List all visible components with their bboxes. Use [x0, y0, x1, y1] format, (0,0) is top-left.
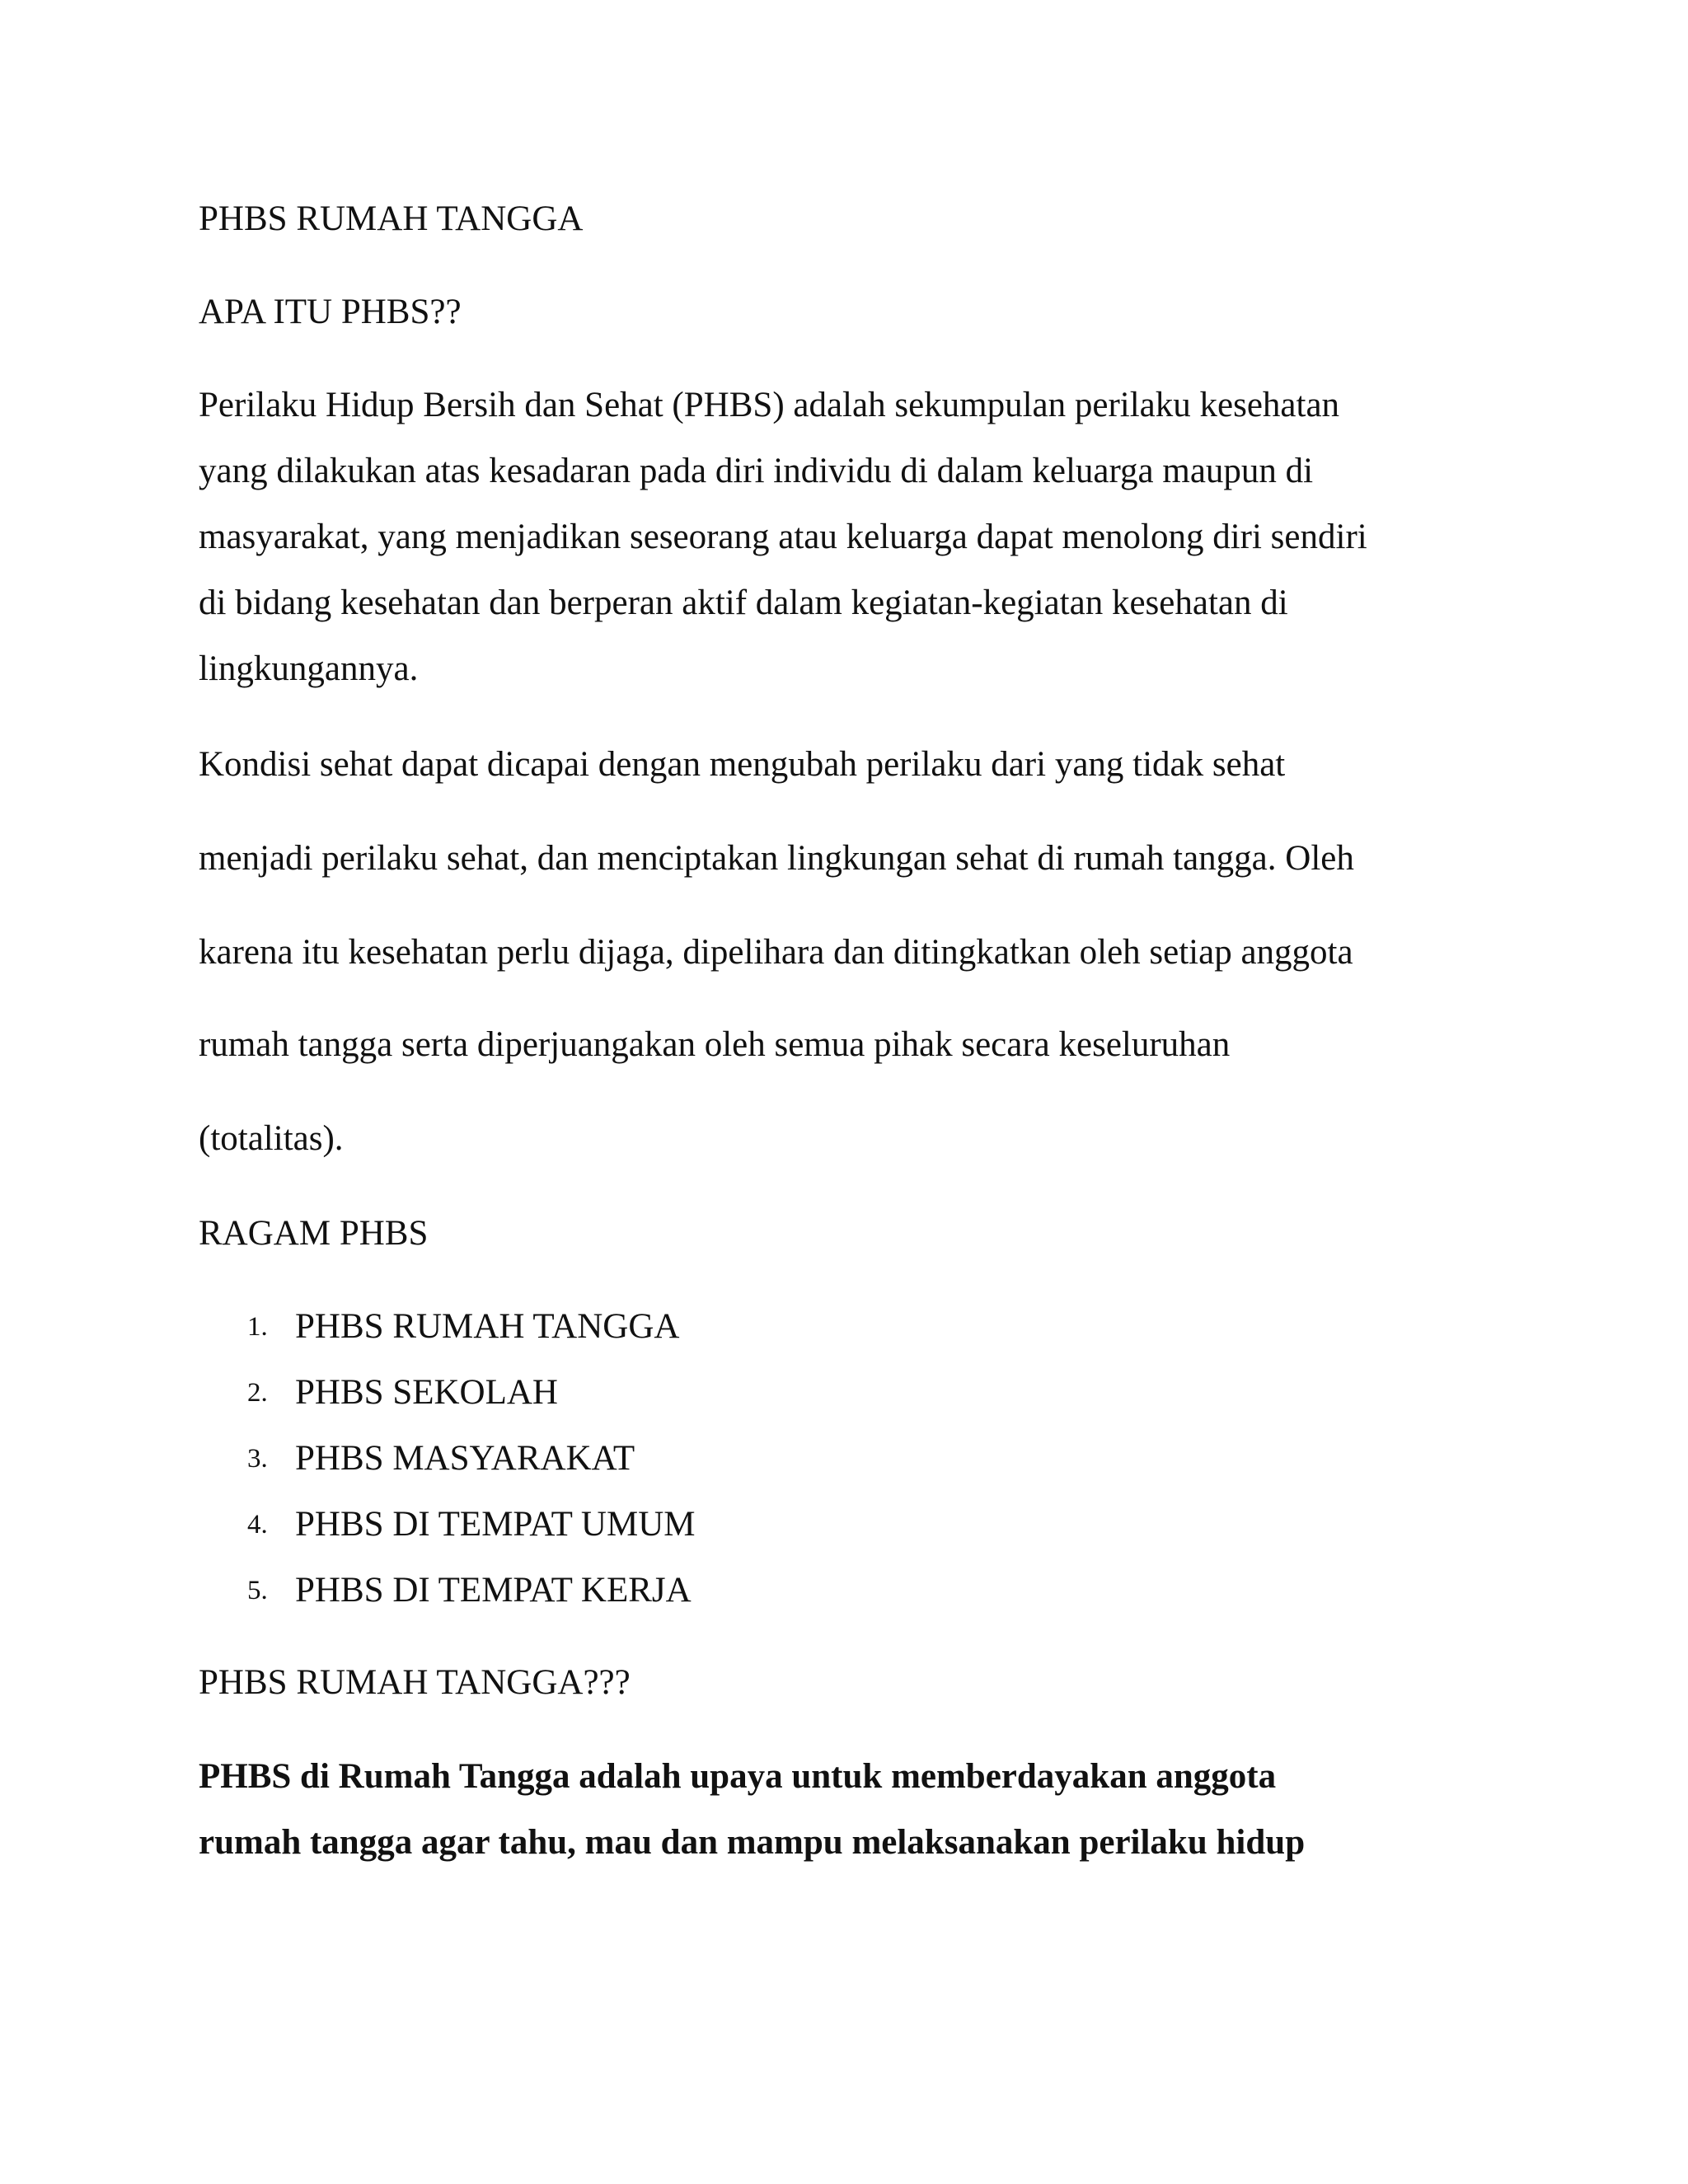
list-text: PHBS RUMAH TANGGA [295, 1307, 680, 1346]
section-heading-ragam: RAGAM PHBS [199, 1214, 429, 1253]
list-text: PHBS DI TEMPAT UMUM [295, 1505, 696, 1544]
section-heading-rumah-tangga: PHBS RUMAH TANGGA??? [199, 1663, 631, 1702]
list-text: PHBS DI TEMPAT KERJA [295, 1571, 692, 1610]
paragraph-line: di bidang kesehatan dan berperan aktif dalam kegiatan-kegiatan kesehatan di [199, 583, 1288, 622]
section-heading-apa-itu: APA ITU PHBS?? [199, 293, 462, 331]
list-number: 3. [247, 1444, 268, 1474]
document-title: PHBS RUMAH TANGGA [199, 199, 584, 238]
list-number: 5. [247, 1576, 268, 1605]
list-number: 4. [247, 1510, 268, 1540]
paragraph-line: lingkungannya. [199, 649, 419, 688]
paragraph-line: karena itu kesehatan perlu dijaga, dipelihara dan ditingkatkan oleh setiap anggota [199, 933, 1353, 972]
list-text: PHBS SEKOLAH [295, 1373, 558, 1412]
paragraph-line: (totalitas). [199, 1119, 344, 1158]
paragraph-line: menjadi perilaku sehat, dan menciptakan lingkungan sehat di rumah tangga. Oleh [199, 839, 1354, 878]
paragraph-line: Kondisi sehat dapat dicapai dengan mengubah perilaku dari yang tidak sehat [199, 745, 1286, 784]
paragraph-line: rumah tangga serta diperjuangakan oleh semua pihak secara keseluruhan [199, 1025, 1231, 1064]
paragraph-line: PHBS di Rumah Tangga adalah upaya untuk memberdayakan anggota [199, 1757, 1277, 1796]
paragraph-line: masyarakat, yang menjadikan seseorang atau keluarga dapat menolong diri sendiri [199, 518, 1367, 556]
paragraph-line: Perilaku Hidup Bersih dan Sehat (PHBS) adalah sekumpulan perilaku kesehatan [199, 386, 1340, 424]
paragraph-line: yang dilakukan atas kesadaran pada diri individu di dalam keluarga maupun di [199, 452, 1314, 490]
list-text: PHBS MASYARAKAT [295, 1439, 635, 1478]
list-number: 1. [247, 1312, 268, 1342]
list-number: 2. [247, 1378, 268, 1408]
paragraph-line: rumah tangga agar tahu, mau dan mampu melaksanakan perilaku hidup [199, 1823, 1306, 1862]
